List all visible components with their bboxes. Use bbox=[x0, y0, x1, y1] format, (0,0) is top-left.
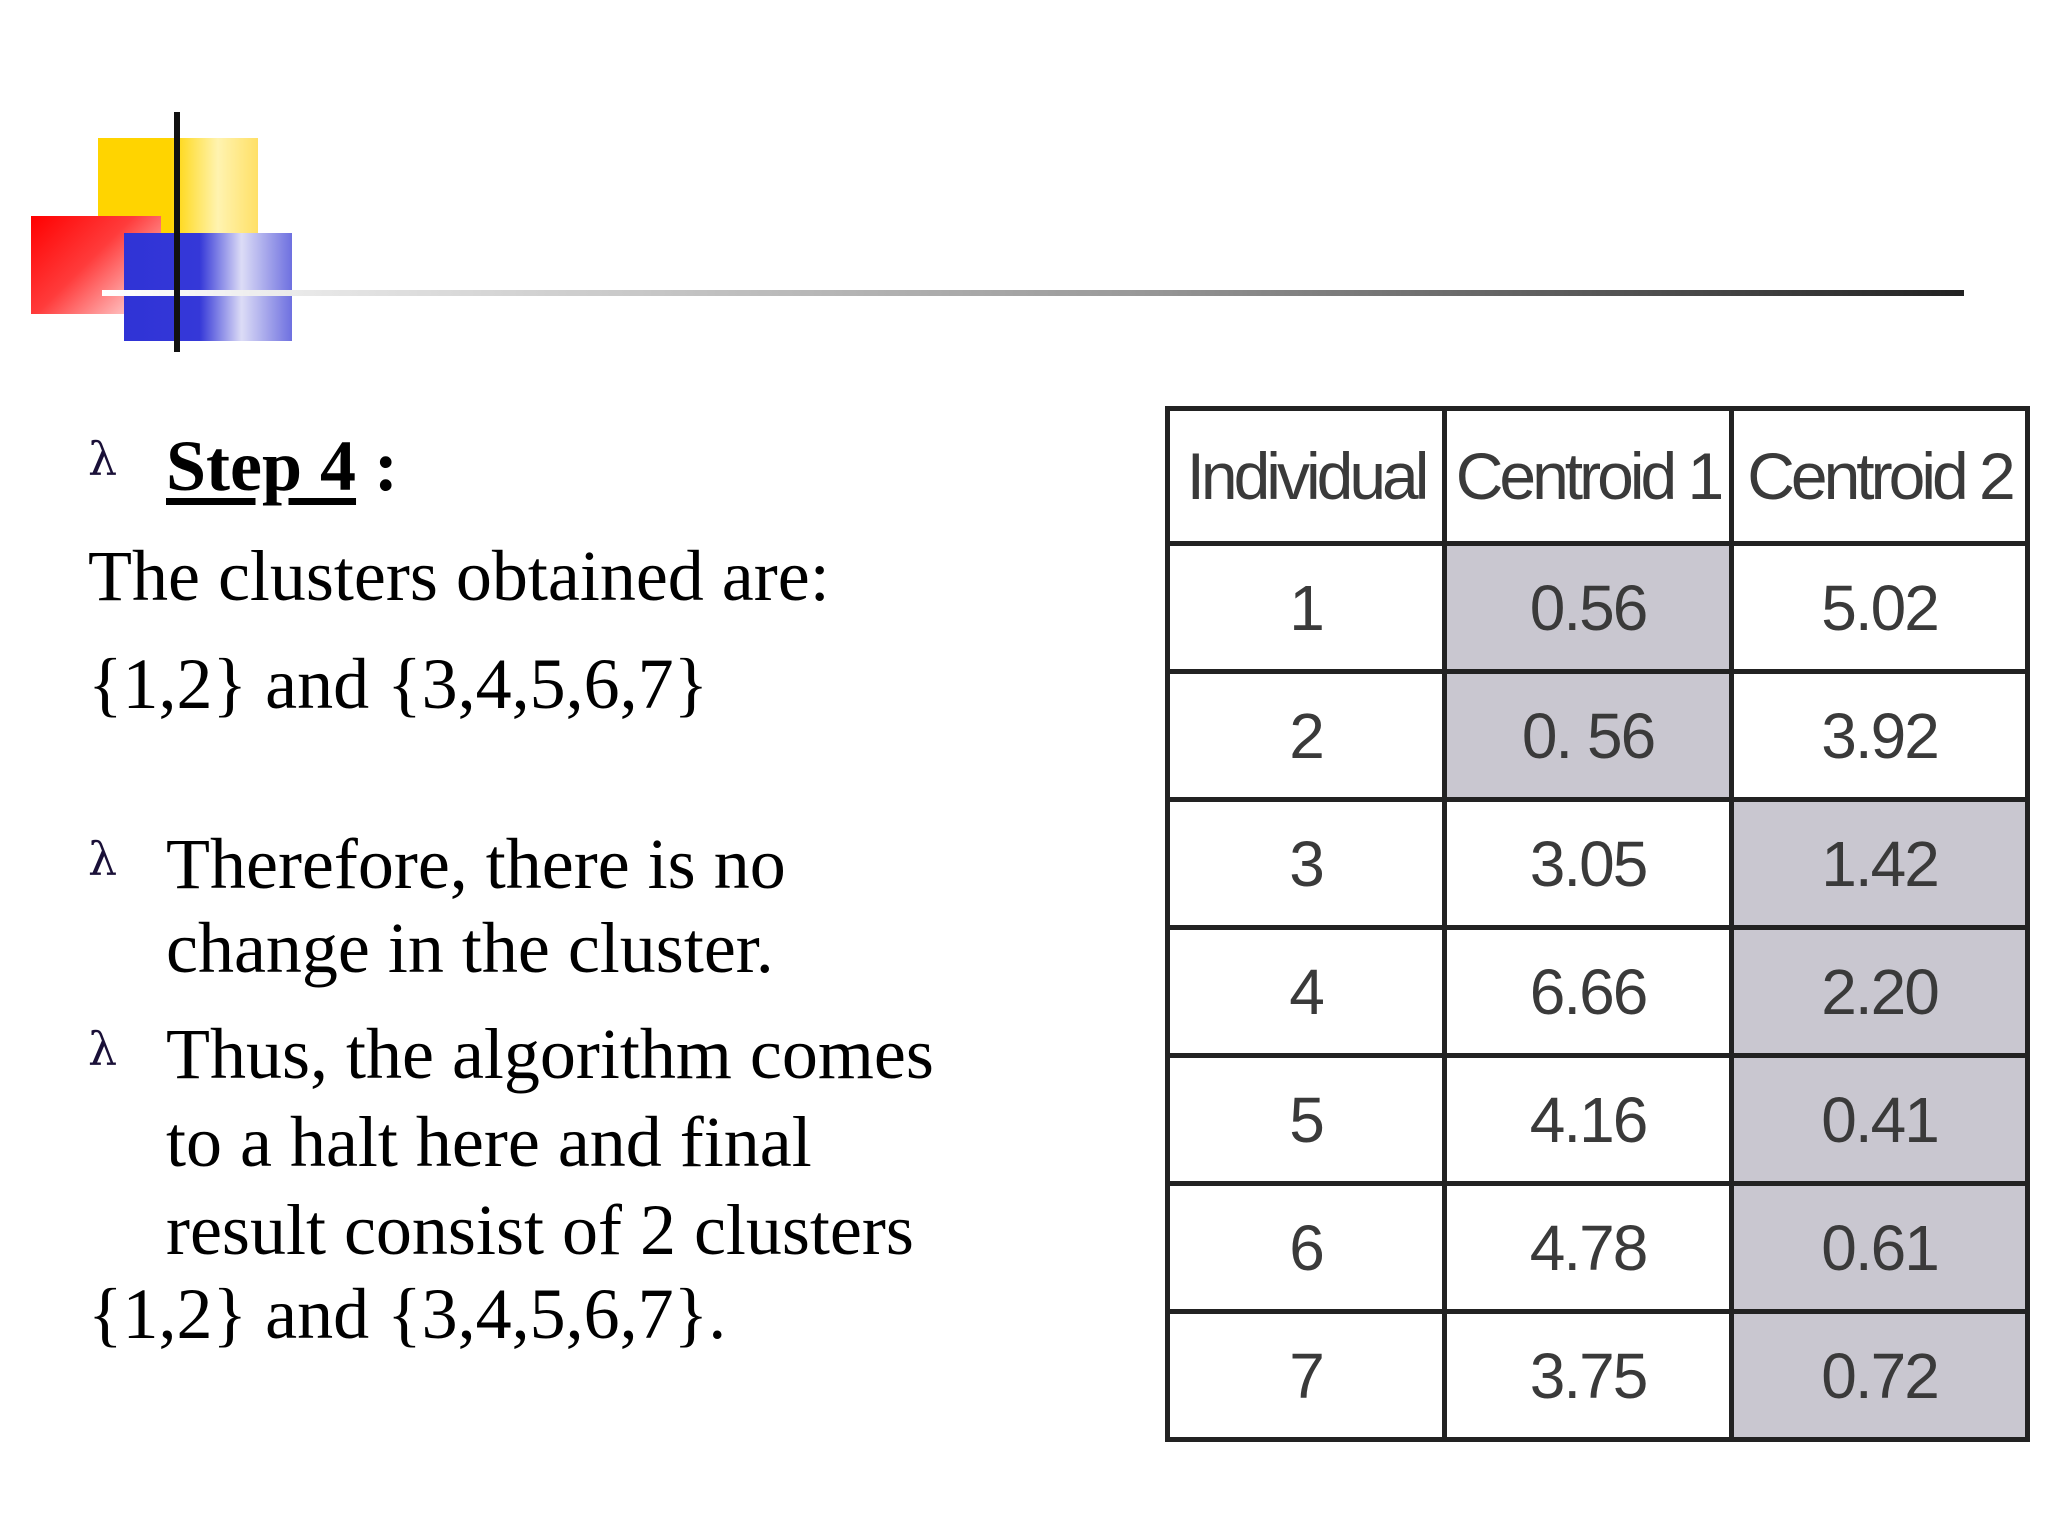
cell-centroid-1: 3.75 bbox=[1445, 1312, 1732, 1440]
table-row bbox=[1168, 1184, 2028, 1312]
header-centroid-1: Centroid 1 bbox=[1445, 409, 1732, 544]
cell-individual: 3 bbox=[1168, 800, 1445, 928]
cell-individual: 2 bbox=[1168, 672, 1445, 800]
cell-individual: 1 bbox=[1168, 544, 1445, 672]
centroid-distance-table bbox=[1165, 406, 2030, 1442]
cell-centroid-1: 4.78 bbox=[1445, 1184, 1732, 1312]
cell-centroid-2: 0.72 bbox=[1732, 1312, 2028, 1440]
cell-centroid-1: 4.16 bbox=[1445, 1056, 1732, 1184]
table-row bbox=[1168, 1056, 2028, 1184]
table-header-row bbox=[1168, 409, 2028, 544]
title-divider-line bbox=[102, 290, 1964, 296]
cell-centroid-1: 0.56 bbox=[1445, 544, 1732, 672]
header-individual: Individual bbox=[1168, 409, 1445, 544]
step-colon: : bbox=[356, 426, 399, 506]
logo-blue-square bbox=[124, 233, 292, 341]
step-label: Step 4 bbox=[166, 426, 357, 506]
point3-line-1: Thus, the algorithm comes bbox=[166, 1014, 934, 1094]
cell-individual: 6 bbox=[1168, 1184, 1445, 1312]
cell-centroid-2: 2.20 bbox=[1732, 928, 2028, 1056]
cell-individual: 7 bbox=[1168, 1312, 1445, 1440]
cell-individual: 5 bbox=[1168, 1056, 1445, 1184]
table-row bbox=[1168, 928, 2028, 1056]
table-row bbox=[1168, 800, 2028, 928]
cell-centroid-2: 5.02 bbox=[1732, 544, 2028, 672]
cell-individual: 4 bbox=[1168, 928, 1445, 1056]
point3-line-2: to a halt here and final bbox=[166, 1102, 812, 1182]
cell-centroid-2: 0.61 bbox=[1732, 1184, 2028, 1312]
point3-line-3: result consist of 2 clusters bbox=[166, 1190, 914, 1270]
step-heading bbox=[166, 424, 398, 508]
cell-centroid-1: 6.66 bbox=[1445, 928, 1732, 1056]
table-row bbox=[1168, 1312, 2028, 1440]
cell-centroid-1: 0. 56 bbox=[1445, 672, 1732, 800]
table-row bbox=[1168, 544, 2028, 672]
point2-line-2: change in the cluster. bbox=[166, 908, 774, 988]
header-centroid-2: Centroid 2 bbox=[1732, 409, 2028, 544]
bullet-icon: λ bbox=[88, 1022, 118, 1076]
cell-centroid-1: 3.05 bbox=[1445, 800, 1732, 928]
clusters-line-1: The clusters obtained are: bbox=[88, 536, 830, 616]
cell-centroid-2: 3.92 bbox=[1732, 672, 2028, 800]
clusters-line-2: {1,2} and {3,4,5,6,7} bbox=[88, 644, 709, 724]
point2-line-1: Therefore, there is no bbox=[166, 824, 786, 904]
cell-centroid-2: 0.41 bbox=[1732, 1056, 2028, 1184]
bullet-icon: λ bbox=[88, 832, 118, 886]
table-row bbox=[1168, 672, 2028, 800]
bullet-icon: λ bbox=[88, 432, 118, 486]
logo-vertical-line bbox=[174, 112, 180, 352]
cell-centroid-2: 1.42 bbox=[1732, 800, 2028, 928]
point3-line-4: {1,2} and {3,4,5,6,7}. bbox=[88, 1274, 727, 1354]
